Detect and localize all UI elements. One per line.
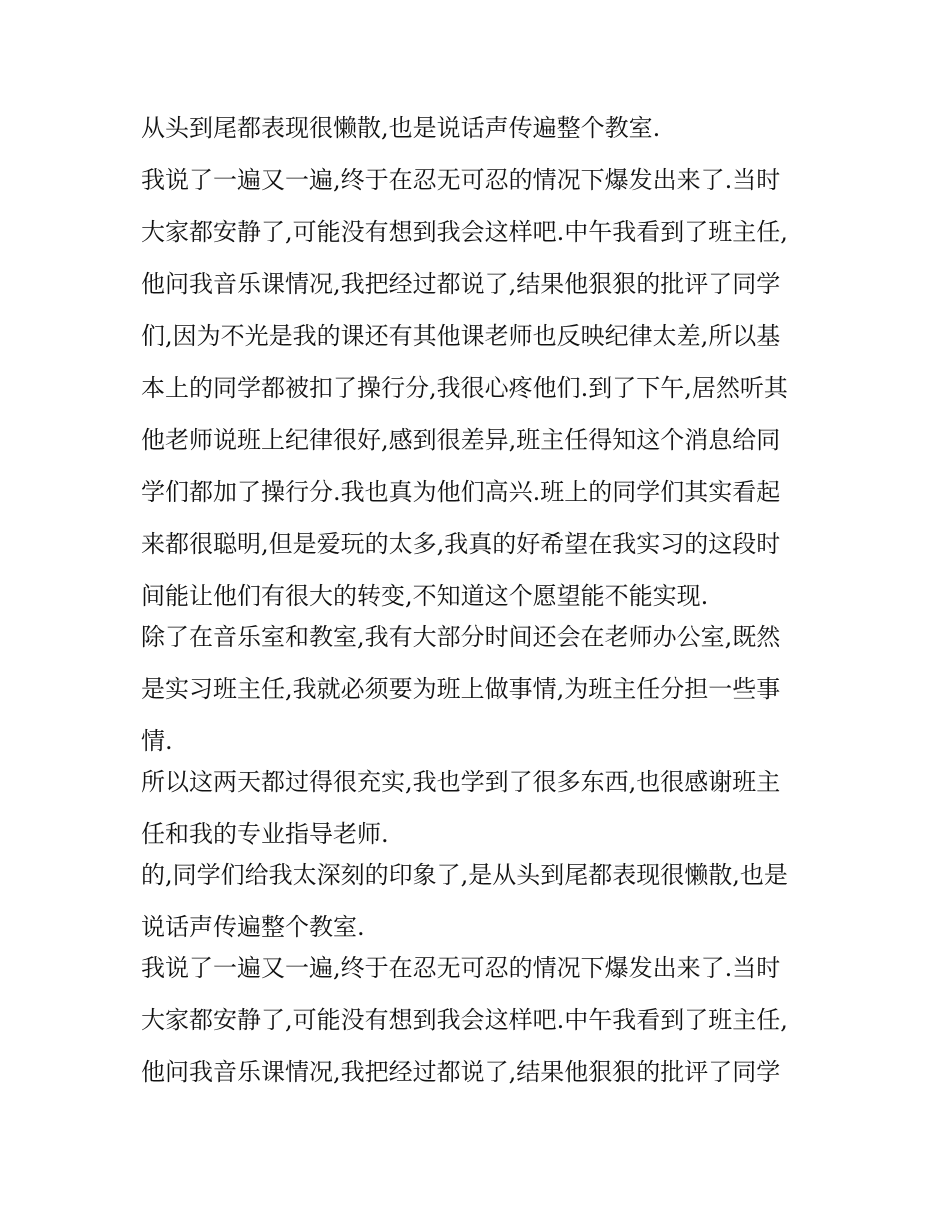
text-line: 是实习班主任,我就必须要为班上做事情,为班主任分担一些事 xyxy=(141,675,781,703)
text-line: 的,同学们给我太深刻的印象了,是从头到尾都表现很懒散,也是 xyxy=(141,861,788,889)
text-line: 从头到尾都表现很懒散,也是说话声传遍整个教室. xyxy=(141,114,661,142)
text-line: 们,因为不光是我的课还有其他课老师也反映纪律太差,所以基 xyxy=(141,322,781,350)
text-line: 所以这两天都过得很充实,我也学到了很多东西,也很感谢班主 xyxy=(141,768,781,796)
text-line: 任和我的专业指导老师. xyxy=(141,820,389,848)
text-line: 间能让他们有很大的转变,不知道这个愿望能不能实现. xyxy=(141,582,709,610)
text-line: 除了在音乐室和教室,我有大部分时间还会在老师办公室,既然 xyxy=(141,623,781,651)
text-line: 情. xyxy=(141,727,173,755)
text-line: 大家都安静了,可能没有想到我会这样吧.中午我看到了班主任, xyxy=(141,1006,788,1034)
text-line: 大家都安静了,可能没有想到我会这样吧.中午我看到了班主任, xyxy=(141,218,788,246)
text-line: 我说了一遍又一遍,终于在忍无可忍的情况下爆发出来了.当时 xyxy=(141,954,781,982)
text-line: 本上的同学都被扣了操行分,我很心疼他们.到了下午,居然听其 xyxy=(141,374,788,402)
text-line: 说话声传遍整个教室. xyxy=(141,913,365,941)
text-line: 学们都加了操行分.我也真为他们高兴.班上的同学们其实看起 xyxy=(141,478,781,506)
text-line: 他问我音乐课情况,我把经过都说了,结果他狠狠的批评了同学 xyxy=(141,270,781,298)
text-line: 我说了一遍又一遍,终于在忍无可忍的情况下爆发出来了.当时 xyxy=(141,166,781,194)
text-line: 他问我音乐课情况,我把经过都说了,结果他狠狠的批评了同学 xyxy=(141,1058,781,1086)
text-line: 他老师说班上纪律很好,感到很差异,班主任得知这个消息给同 xyxy=(141,426,781,454)
text-line: 来都很聪明,但是爱玩的太多,我真的好希望在我实习的这段时 xyxy=(141,530,781,558)
